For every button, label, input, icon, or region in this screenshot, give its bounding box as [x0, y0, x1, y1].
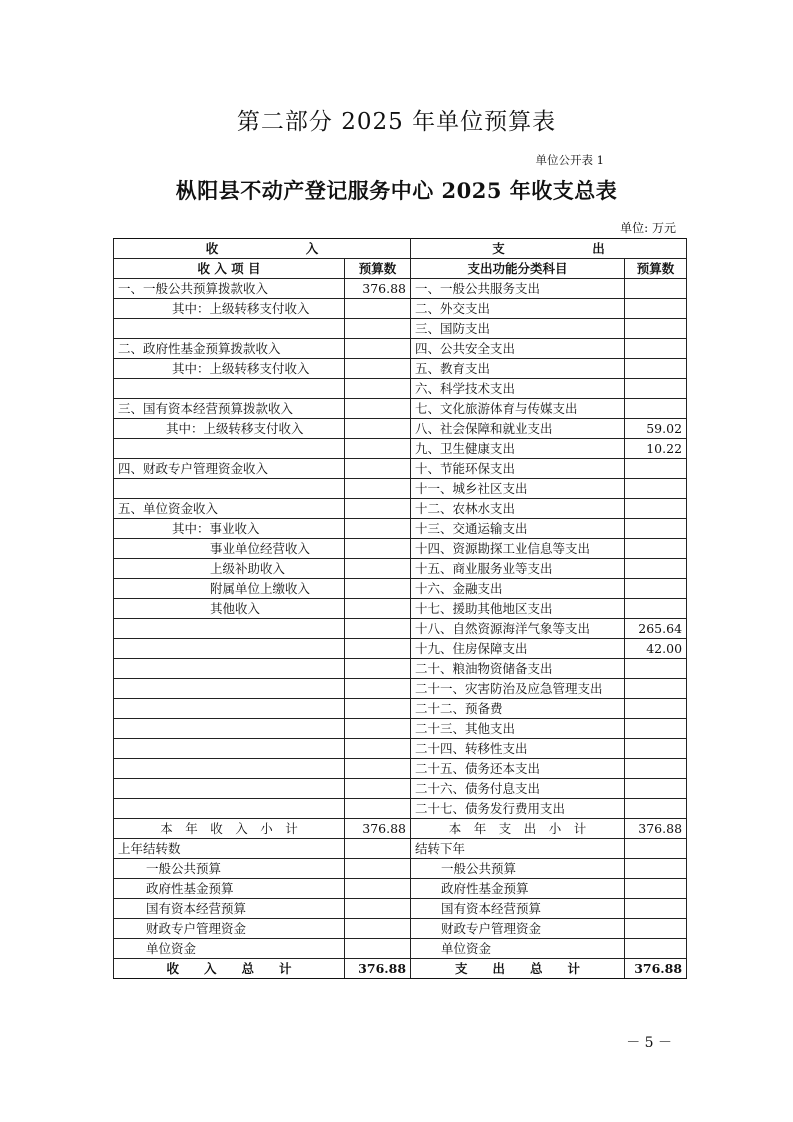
income-value-cell [345, 699, 411, 719]
expense-item-cell: 政府性基金预算 [411, 879, 625, 899]
income-item-cell: 本 年 收 入 小 计 [114, 819, 345, 839]
table-row [114, 779, 687, 799]
income-value-cell [345, 559, 411, 579]
income-value-cell: 376.88 [345, 819, 411, 839]
expense-value-cell [625, 399, 687, 419]
income-value-cell [345, 799, 411, 819]
income-item-cell: 国有资本经营预算 [114, 899, 345, 919]
table-row [114, 719, 687, 739]
table-row [114, 639, 687, 659]
expense-item-cell: 二十五、债务还本支出 [411, 759, 625, 779]
expense-item-cell: 支 出 总 计 [411, 959, 625, 979]
expense-value-cell [625, 459, 687, 479]
income-item-cell: 财政专户管理资金 [114, 919, 345, 939]
income-value-cell [345, 499, 411, 519]
table-row [114, 959, 687, 979]
expense-value-cell [625, 359, 687, 379]
table-row [114, 899, 687, 919]
income-item-cell [114, 759, 345, 779]
income-item-cell [114, 679, 345, 699]
expense-item-cell: 一般公共预算 [411, 859, 625, 879]
income-value-cell [345, 399, 411, 419]
expense-item-cell: 十九、住房保障支出 [411, 639, 625, 659]
expense-value-cell [625, 559, 687, 579]
expense-item-cell: 十六、金融支出 [411, 579, 625, 599]
expense-item-cell: 国有资本经营预算 [411, 899, 625, 919]
expense-item-header: 支出功能分类科目 [411, 259, 625, 279]
expense-value-cell [625, 699, 687, 719]
income-value-cell [345, 299, 411, 319]
expense-value-cell: 10.22 [625, 439, 687, 459]
income-value-cell [345, 479, 411, 499]
table-row [114, 679, 687, 699]
main-title: 枞阳县不动产登记服务中心 2025 年收支总表 [175, 178, 618, 203]
table-row [114, 499, 687, 519]
expense-value-cell [625, 659, 687, 679]
expense-value-cell [625, 519, 687, 539]
table-row [114, 579, 687, 599]
table-row [114, 619, 687, 639]
income-value-cell [345, 879, 411, 899]
income-item-cell: 其中：上级转移支付收入 [114, 299, 345, 319]
table-code: 单位公开表 1 [535, 153, 604, 167]
income-value-cell [345, 859, 411, 879]
income-value-cell [345, 579, 411, 599]
income-value-cell [345, 319, 411, 339]
income-item-cell: 五、单位资金收入 [114, 499, 345, 519]
income-value-cell [345, 679, 411, 699]
income-value-cell [345, 379, 411, 399]
income-value-cell [345, 619, 411, 639]
expense-item-cell: 三、国防支出 [411, 319, 625, 339]
expense-item-cell: 十、节能环保支出 [411, 459, 625, 479]
expense-value-cell [625, 579, 687, 599]
expense-value-cell [625, 499, 687, 519]
income-item-header: 收 入 项 目 [114, 259, 345, 279]
income-item-cell: 政府性基金预算 [114, 879, 345, 899]
expense-item-cell: 结转下年 [411, 839, 625, 859]
expense-value-cell [625, 719, 687, 739]
expense-value-cell [625, 899, 687, 919]
expense-item-cell: 十五、商业服务业等支出 [411, 559, 625, 579]
expense-value-cell: 265.64 [625, 619, 687, 639]
expense-value-cell [625, 839, 687, 859]
expense-value-cell [625, 919, 687, 939]
income-value-cell [345, 519, 411, 539]
income-item-cell [114, 799, 345, 819]
income-item-cell: 其中：上级转移支付收入 [114, 359, 345, 379]
table-row [114, 659, 687, 679]
income-item-cell [114, 379, 345, 399]
expense-value-cell [625, 379, 687, 399]
expense-value-cell [625, 299, 687, 319]
table-row [114, 919, 687, 939]
income-value-cell [345, 759, 411, 779]
expense-value-cell [625, 879, 687, 899]
expense-value-cell [625, 319, 687, 339]
income-value-cell [345, 919, 411, 939]
expense-value-cell [625, 279, 687, 299]
income-item-cell: 其他收入 [114, 599, 345, 619]
income-item-cell: 其中：事业收入 [114, 519, 345, 539]
table-row [114, 519, 687, 539]
expense-item-cell: 十七、援助其他地区支出 [411, 599, 625, 619]
income-item-cell: 上年结转数 [114, 839, 345, 859]
income-item-cell [114, 659, 345, 679]
income-item-cell: 一般公共预算 [114, 859, 345, 879]
income-value-cell [345, 539, 411, 559]
header-row-2 [114, 259, 687, 279]
table-row [114, 599, 687, 619]
table-row [114, 379, 687, 399]
income-item-cell [114, 719, 345, 739]
expense-value-cell: 42.00 [625, 639, 687, 659]
table-row [114, 879, 687, 899]
table-row [114, 399, 687, 419]
expense-item-cell: 八、社会保障和就业支出 [411, 419, 625, 439]
income-value-cell [345, 639, 411, 659]
expense-item-cell: 一、一般公共服务支出 [411, 279, 625, 299]
income-value-cell: 376.88 [345, 279, 411, 299]
expense-item-cell: 十三、交通运输支出 [411, 519, 625, 539]
part-title: 第二部分 2025 年单位预算表 [236, 109, 557, 135]
income-item-cell [114, 639, 345, 659]
income-value-cell [345, 899, 411, 919]
income-value-cell [345, 779, 411, 799]
income-budget-header: 预算数 [345, 259, 411, 279]
table-row [114, 859, 687, 879]
table-row [114, 539, 687, 559]
table-row [114, 759, 687, 779]
income-item-cell [114, 479, 345, 499]
expense-item-cell: 六、科学技术支出 [411, 379, 625, 399]
income-value-cell [345, 659, 411, 679]
expense-item-cell: 二十二、预备费 [411, 699, 625, 719]
header-row-1 [114, 239, 687, 259]
income-header: 收 入 [114, 239, 411, 259]
expense-value-cell [625, 339, 687, 359]
expense-item-cell: 二、外交支出 [411, 299, 625, 319]
expense-item-cell: 十二、农林水支出 [411, 499, 625, 519]
table-row [114, 559, 687, 579]
expense-item-cell: 十八、自然资源海洋气象等支出 [411, 619, 625, 639]
income-value-cell [345, 839, 411, 859]
income-item-cell: 一、一般公共预算拨款收入 [114, 279, 345, 299]
income-item-cell: 附属单位上缴收入 [114, 579, 345, 599]
income-item-cell: 四、财政专户管理资金收入 [114, 459, 345, 479]
income-value-cell [345, 599, 411, 619]
expense-value-cell [625, 759, 687, 779]
table-row [114, 699, 687, 719]
expense-item-cell: 二十三、其他支出 [411, 719, 625, 739]
table-row [114, 479, 687, 499]
expense-item-cell: 九、卫生健康支出 [411, 439, 625, 459]
income-item-cell: 事业单位经营收入 [114, 539, 345, 559]
expense-item-cell: 二十一、灾害防治及应急管理支出 [411, 679, 625, 699]
table-row [114, 279, 687, 299]
income-value-cell [345, 719, 411, 739]
budget-table [113, 238, 687, 979]
expense-item-cell: 二十、粮油物资储备支出 [411, 659, 625, 679]
expense-value-cell: 376.88 [625, 959, 687, 979]
expense-value-cell [625, 679, 687, 699]
expense-item-cell: 财政专户管理资金 [411, 919, 625, 939]
expense-item-cell: 五、教育支出 [411, 359, 625, 379]
expense-item-cell: 二十四、转移性支出 [411, 739, 625, 759]
table-row [114, 439, 687, 459]
income-value-cell [345, 359, 411, 379]
income-value-cell [345, 459, 411, 479]
table-row [114, 839, 687, 859]
expense-item-cell: 四、公共安全支出 [411, 339, 625, 359]
expense-item-cell: 本 年 支 出 小 计 [411, 819, 625, 839]
income-item-cell: 二、政府性基金预算拨款收入 [114, 339, 345, 359]
expense-value-cell [625, 479, 687, 499]
expense-value-cell: 59.02 [625, 419, 687, 439]
income-item-cell [114, 439, 345, 459]
expense-item-cell: 七、文化旅游体育与传媒支出 [411, 399, 625, 419]
income-value-cell [345, 939, 411, 959]
expense-value-cell [625, 799, 687, 819]
income-item-cell: 三、国有资本经营预算拨款收入 [114, 399, 345, 419]
table-row [114, 939, 687, 959]
table-row [114, 419, 687, 439]
expense-value-cell [625, 539, 687, 559]
table-row [114, 299, 687, 319]
income-item-cell: 收 入 总 计 [114, 959, 345, 979]
expense-item-cell: 十一、城乡社区支出 [411, 479, 625, 499]
table-row [114, 319, 687, 339]
expense-item-cell: 十四、资源勘探工业信息等支出 [411, 539, 625, 559]
table-row [114, 359, 687, 379]
income-item-cell [114, 779, 345, 799]
table-row [114, 799, 687, 819]
expense-budget-header: 预算数 [625, 259, 687, 279]
expense-item-cell: 二十七、债务发行费用支出 [411, 799, 625, 819]
income-value-cell [345, 419, 411, 439]
income-value-cell [345, 339, 411, 359]
expense-value-cell: 376.88 [625, 819, 687, 839]
expense-value-cell [625, 939, 687, 959]
expense-value-cell [625, 739, 687, 759]
expense-value-cell [625, 599, 687, 619]
income-value-cell: 376.88 [345, 959, 411, 979]
table-row [114, 819, 687, 839]
income-value-cell [345, 739, 411, 759]
expense-value-cell [625, 859, 687, 879]
income-item-cell [114, 319, 345, 339]
income-item-cell: 单位资金 [114, 939, 345, 959]
expense-value-cell [625, 779, 687, 799]
income-value-cell [345, 439, 411, 459]
income-item-cell [114, 739, 345, 759]
expense-item-cell: 单位资金 [411, 939, 625, 959]
table-row [114, 339, 687, 359]
page-number: － 5 － [626, 1035, 672, 1051]
table-row [114, 739, 687, 759]
expense-header: 支 出 [411, 239, 687, 259]
income-item-cell [114, 699, 345, 719]
income-item-cell: 上级补助收入 [114, 559, 345, 579]
table-row [114, 459, 687, 479]
income-item-cell [114, 619, 345, 639]
expense-item-cell: 二十六、债务付息支出 [411, 779, 625, 799]
unit-label: 单位: 万元 [620, 221, 676, 235]
income-item-cell: 其中：上级转移支付收入 [114, 419, 345, 439]
